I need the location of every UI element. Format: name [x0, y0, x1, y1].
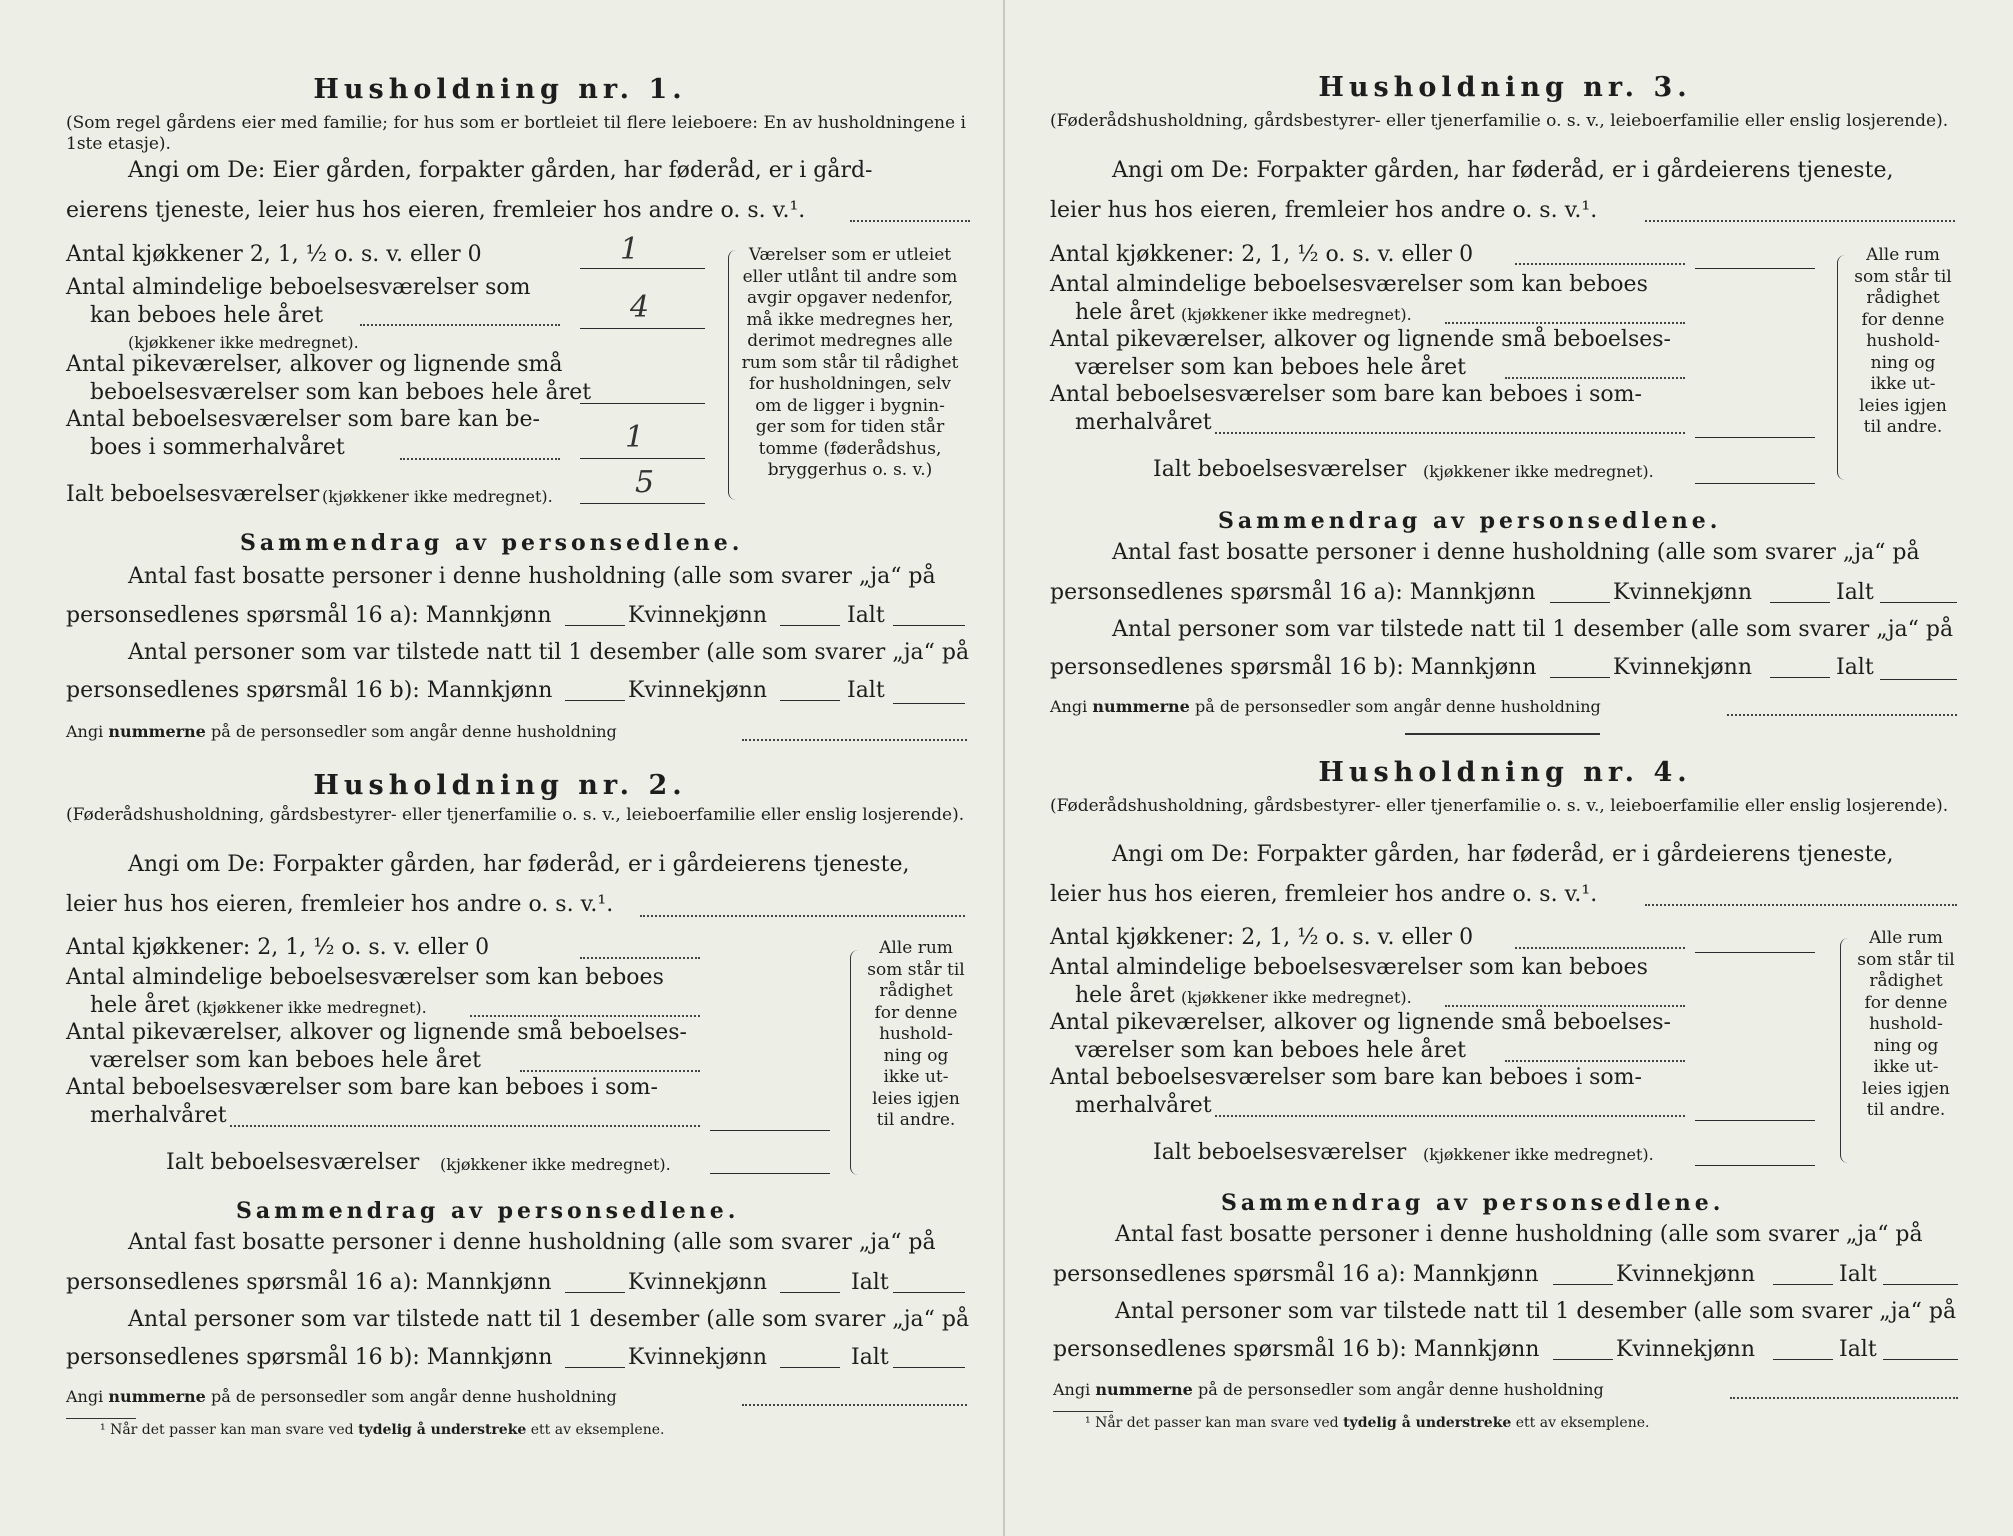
- angi-numbers-pre: Angi: [1050, 697, 1088, 716]
- q-small-1: Antal pikeværelser, alkover og lignende små beboelses-: [1050, 1010, 1671, 1035]
- numbers-answer-line[interactable]: [1730, 1397, 1958, 1399]
- q-rooms-1: Antal almindelige beboelsesværelser som kan beboes: [66, 965, 664, 990]
- q-rooms-2: hele året: [1075, 983, 1175, 1008]
- angi-numbers: [66, 722, 617, 741]
- q-small-2: værelser som kan beboes hele året: [1075, 355, 1466, 380]
- total-count-line[interactable]: [1880, 679, 1957, 680]
- q-rooms-1: Antal almindelige beboelsesværelser som: [66, 275, 531, 300]
- angi-line-1: Angi om De: Eier gården, forpakter gården, har føderåd, er i gård-: [128, 158, 873, 183]
- household-3: [1005, 0, 2005, 760]
- right-page: [1005, 0, 2005, 1536]
- answer-kitchens-line[interactable]: [580, 268, 705, 269]
- section-separator: [1405, 733, 1600, 735]
- female-label: Kvinnekjønn: [1613, 580, 1752, 605]
- answer-rooms-line[interactable]: [580, 328, 705, 329]
- footnote-separator: [1053, 1411, 1113, 1412]
- q-summer-2: merhalvåret: [90, 1103, 227, 1128]
- answer-small-line[interactable]: [580, 403, 705, 404]
- footnote-pre: ¹ Når det passer kan man svare ved: [100, 1422, 354, 1438]
- summary-line-1b: personsedlenes spørsmål 16 a): Mannkjønn: [66, 1270, 552, 1295]
- numbers-answer-line[interactable]: [1727, 714, 1957, 716]
- q-total: Ialt beboelsesværelser: [66, 482, 320, 507]
- female-label: Kvinnekjønn: [1616, 1262, 1755, 1287]
- total-label: Ialt: [1836, 655, 1874, 680]
- summary-line-2a: Antal personer som var tilstede natt til 1 desember (alle som svarer „ja“ på: [1112, 617, 1954, 642]
- side-note: Alle rum som står til rådighet for denne hushold- ning og ikke ut- leies igjen til andre.: [867, 938, 965, 1130]
- q-summer-2: merhalvåret: [1075, 410, 1212, 435]
- q-kitchens: Antal kjøkkener: 2, 1, ½ o. s. v. eller 0: [1050, 242, 1474, 267]
- angi-numbers-post: på de personsedler som angår denne husholdning: [1197, 1380, 1604, 1399]
- angi-line-1: Angi om De: Forpakter gården, har føderåd, er i gårdeierens tjeneste,: [1112, 158, 1894, 183]
- answer-total-line[interactable]: [710, 1173, 830, 1174]
- household-note: (Føderådshusholdning, gårdsbestyrer- eller tjenerfamilie o. s. v., leieboerfamilie eller enslig losjerende).: [66, 805, 965, 825]
- q-rooms-note: (kjøkkener ikke medregnet).: [1181, 305, 1412, 324]
- angi-numbers: [1053, 1380, 1604, 1399]
- total-label: Ialt: [1839, 1262, 1877, 1287]
- summary-line-2b: personsedlenes spørsmål 16 b): Mannkjønn: [66, 1345, 553, 1370]
- angi-numbers-post: på de personsedler som angår denne husholdning: [210, 722, 617, 741]
- q-rooms-note: (kjøkkener ikke medregnet).: [1181, 988, 1412, 1007]
- total-count-line[interactable]: [1883, 1359, 1958, 1360]
- total-count-line[interactable]: [893, 1292, 965, 1293]
- footnote-bold: tydelig å understreke: [1343, 1415, 1512, 1431]
- total-label: Ialt: [851, 1270, 889, 1295]
- angi-answer-line[interactable]: [640, 915, 965, 917]
- total-count-line[interactable]: [893, 703, 965, 704]
- q-rooms-1: Antal almindelige beboelsesværelser som kan beboes: [1050, 272, 1648, 297]
- angi-line-1: Angi om De: Forpakter gården, har føderåd, er i gårdeierens tjeneste,: [128, 852, 910, 877]
- angi-numbers-pre: Angi: [66, 1387, 104, 1406]
- female-count-line[interactable]: [1770, 677, 1830, 678]
- q-summer-1: Antal beboelsesværelser som bare kan beboes i som-: [1050, 1065, 1642, 1090]
- dots: [230, 1125, 700, 1127]
- answer-total: 5: [635, 465, 655, 500]
- household-4: [1005, 757, 2005, 1536]
- household-note: (Som regel gårdens eier med familie; for hus som er bortleiet til flere leieboere: En av husholdningene i 1ste etasje).: [66, 113, 966, 154]
- household-1: [0, 0, 1000, 760]
- answer-summer-line[interactable]: [1695, 437, 1815, 438]
- answer-summer: 1: [625, 420, 645, 455]
- total-count-line[interactable]: [893, 1367, 965, 1368]
- total-label: Ialt: [851, 1345, 889, 1370]
- q-summer-1: Antal beboelsesværelser som bare kan beboes i som-: [66, 1075, 658, 1100]
- female-label: Kvinnekjønn: [1613, 655, 1752, 680]
- summary-line-2b: personsedlenes spørsmål 16 b): Mannkjønn: [1050, 655, 1537, 680]
- male-count-line[interactable]: [565, 1292, 625, 1293]
- female-count-line[interactable]: [780, 625, 840, 626]
- total-label: Ialt: [1836, 580, 1874, 605]
- left-page: [0, 0, 1000, 1536]
- q-summer-2: boes i sommerhalvåret: [90, 435, 345, 460]
- female-count-line[interactable]: [780, 1292, 840, 1293]
- total-count-line[interactable]: [1880, 602, 1957, 603]
- summary-line-2b: personsedlenes spørsmål 16 b): Mannkjønn: [1053, 1337, 1540, 1362]
- footnote-pre: ¹ Når det passer kan man svare ved: [1085, 1415, 1339, 1431]
- dots: [1505, 1060, 1685, 1062]
- household-title: Husholdning nr. 4.: [1318, 757, 1692, 788]
- numbers-answer-line[interactable]: [742, 739, 967, 741]
- household-note: (Føderådshusholdning, gårdsbestyrer- eller tjenerfamilie o. s. v., leieboerfamilie eller enslig losjerende).: [1050, 111, 1949, 131]
- dots: [360, 324, 560, 326]
- male-count-line[interactable]: [565, 625, 625, 626]
- angi-line-2: leier hus hos eieren, fremleier hos andre o. s. v.¹.: [1050, 198, 1598, 223]
- female-count-line[interactable]: [780, 700, 840, 701]
- answer-summer-line[interactable]: [710, 1130, 830, 1131]
- footnote-separator: [66, 1418, 136, 1419]
- angi-line-2: leier hus hos eieren, fremleier hos andre o. s. v.¹.: [1050, 882, 1598, 907]
- summary-line-1a: Antal fast bosatte personer i denne husholdning (alle som svarer „ja“ på: [1112, 540, 1920, 565]
- summary-line-2a: Antal personer som var tilstede natt til 1 desember (alle som svarer „ja“ på: [1115, 1299, 1957, 1324]
- angi-numbers-bold: nummerne: [108, 722, 206, 741]
- summary-line-1b: personsedlenes spørsmål 16 a): Mannkjønn: [66, 603, 552, 628]
- angi-line-1: Angi om De: Forpakter gården, har føderåd, er i gårdeierens tjeneste,: [1112, 842, 1894, 867]
- answer-kitchens-line[interactable]: [1695, 952, 1815, 953]
- summary-line-1a: Antal fast bosatte personer i denne husholdning (alle som svarer „ja“ på: [128, 1230, 936, 1255]
- angi-numbers-post: på de personsedler som angår denne husholdning: [1194, 697, 1601, 716]
- q-rooms-2: kan beboes hele året: [90, 303, 324, 328]
- q-total-note: (kjøkkener ikke medregnet).: [1423, 1145, 1654, 1164]
- dots: [400, 458, 560, 460]
- q-small-1: Antal pikeværelser, alkover og lignende små beboelses-: [1050, 327, 1671, 352]
- dots: [1505, 377, 1685, 379]
- total-label: Ialt: [847, 603, 885, 628]
- male-count-line[interactable]: [1553, 1359, 1613, 1360]
- dots: [1215, 1115, 1685, 1117]
- female-label: Kvinnekjønn: [628, 678, 767, 703]
- q-small-1: Antal pikeværelser, alkover og lignende små: [66, 352, 563, 377]
- footnote-post: ett av eksemplene.: [1515, 1415, 1650, 1431]
- footnote-bold: tydelig å understreke: [358, 1422, 527, 1438]
- summary-line-2a: Antal personer som var tilstede natt til 1 desember (alle som svarer „ja“ på: [128, 1307, 970, 1332]
- female-count-line[interactable]: [780, 1367, 840, 1368]
- angi-numbers-post: på de personsedler som angår denne husholdning: [210, 1387, 617, 1406]
- answer-rooms: 4: [630, 290, 650, 325]
- summary-line-2a: Antal personer som var tilstede natt til 1 desember (alle som svarer „ja“ på: [128, 640, 970, 665]
- household-title: Husholdning nr. 1.: [313, 74, 687, 105]
- answer-summer-line[interactable]: [580, 458, 705, 459]
- summary-title: Sammendrag av personsedlene.: [1218, 508, 1722, 534]
- angi-numbers-pre: Angi: [1053, 1380, 1091, 1399]
- q-kitchens: Antal kjøkkener 2, 1, ½ o. s. v. eller 0: [66, 242, 482, 267]
- dots: [520, 1070, 700, 1072]
- household-2: [0, 760, 1000, 1536]
- summary-line-1a: Antal fast bosatte personer i denne husholdning (alle som svarer „ja“ på: [128, 564, 936, 589]
- q-rooms-note: (kjøkkener ikke medregnet).: [128, 333, 359, 352]
- q-summer-1: Antal beboelsesværelser som bare kan be-: [66, 407, 540, 432]
- household-note: (Føderådshusholdning, gårdsbestyrer- eller tjenerfamilie o. s. v., leieboerfamilie eller enslig losjerende).: [1050, 796, 1949, 816]
- angi-numbers-bold: nummerne: [1095, 1380, 1193, 1399]
- female-label: Kvinnekjønn: [1616, 1337, 1755, 1362]
- q-total-note: (kjøkkener ikke medregnet).: [1423, 462, 1654, 481]
- footnote: [100, 1422, 664, 1438]
- angi-numbers: [1050, 697, 1601, 716]
- total-label: Ialt: [847, 678, 885, 703]
- q-small-2: værelser som kan beboes hele året: [1075, 1038, 1466, 1063]
- angi-answer-line[interactable]: [1645, 220, 1955, 222]
- q-rooms-2: hele året: [1075, 300, 1175, 325]
- male-count-line[interactable]: [1553, 1284, 1613, 1285]
- q-small-2: værelser som kan beboes hele året: [90, 1048, 481, 1073]
- answer-total-line[interactable]: [580, 503, 705, 504]
- q-summer-2: merhalvåret: [1075, 1093, 1212, 1118]
- summary-line-1a: Antal fast bosatte personer i denne husholdning (alle som svarer „ja“ på: [1115, 1222, 1923, 1247]
- footnote: [1085, 1415, 1649, 1431]
- female-count-line[interactable]: [1773, 1359, 1833, 1360]
- q-small-1: Antal pikeværelser, alkover og lignende små beboelses-: [66, 1020, 687, 1045]
- dots: [1215, 432, 1685, 434]
- angi-line-2: leier hus hos eieren, fremleier hos andre o. s. v.¹.: [66, 892, 614, 917]
- summary-title: Sammendrag av personsedlene.: [1221, 1190, 1725, 1216]
- total-label: Ialt: [1839, 1337, 1877, 1362]
- female-label: Kvinnekjønn: [628, 1270, 767, 1295]
- q-rooms-1: Antal almindelige beboelsesværelser som kan beboes: [1050, 955, 1648, 980]
- q-total-note: (kjøkkener ikke medregnet).: [322, 487, 553, 506]
- dots: [470, 1015, 700, 1017]
- dots: [580, 957, 700, 959]
- female-count-line[interactable]: [1770, 602, 1830, 603]
- angi-numbers-bold: nummerne: [1092, 697, 1190, 716]
- summary-line-2b: personsedlenes spørsmål 16 b): Mannkjønn: [66, 678, 553, 703]
- summary-line-1b: personsedlenes spørsmål 16 a): Mannkjønn: [1050, 580, 1536, 605]
- male-count-line[interactable]: [1550, 602, 1610, 603]
- answer-total-line[interactable]: [1695, 483, 1815, 484]
- angi-answer-line[interactable]: [850, 220, 970, 222]
- total-count-line[interactable]: [1883, 1284, 1958, 1285]
- numbers-answer-line[interactable]: [742, 1404, 967, 1406]
- angi-numbers-bold: nummerne: [108, 1387, 206, 1406]
- male-count-line[interactable]: [565, 1367, 625, 1368]
- q-kitchens: Antal kjøkkener: 2, 1, ½ o. s. v. eller 0: [66, 935, 490, 960]
- female-count-line[interactable]: [1773, 1284, 1833, 1285]
- side-note: Værelser som er utleiet eller utlånt til andre som avgir opgaver nedenfor, må ikke medregnes her, derimot medregnes alle rum som står til rådighet for husholdningen, selv om de ligger i bygnin- ger som for tiden står tomme (føderådshus, bryggerhus o. s. v.): [741, 245, 959, 480]
- q-kitchens: Antal kjøkkener: 2, 1, ½ o. s. v. eller 0: [1050, 925, 1474, 950]
- side-note: Alle rum som står til rådighet for denne hushold- ning og ikke ut- leies igjen til andre.: [1857, 928, 1955, 1120]
- male-count-line[interactable]: [1550, 677, 1610, 678]
- dots: [1445, 1005, 1685, 1007]
- answer-kitchens-line[interactable]: [1695, 268, 1815, 269]
- q-small-2: beboelsesværelser som kan beboes hele året: [90, 380, 592, 405]
- answer-summer-line[interactable]: [1695, 1120, 1815, 1121]
- q-total-note: (kjøkkener ikke medregnet).: [440, 1155, 671, 1174]
- angi-line-2: eierens tjeneste, leier hus hos eieren, fremleier hos andre o. s. v.¹.: [66, 198, 806, 223]
- household-title: Husholdning nr. 3.: [1318, 72, 1692, 103]
- q-rooms-note: (kjøkkener ikke medregnet).: [196, 998, 427, 1017]
- dots: [1515, 263, 1685, 265]
- q-total: Ialt beboelsesværelser: [166, 1150, 420, 1175]
- footnote-post: ett av eksemplene.: [530, 1422, 665, 1438]
- dots: [1515, 947, 1685, 949]
- answer-total-line[interactable]: [1695, 1165, 1815, 1166]
- female-label: Kvinnekjønn: [628, 1345, 767, 1370]
- summary-title: Sammendrag av personsedlene.: [236, 1198, 740, 1224]
- q-summer-1: Antal beboelsesværelser som bare kan beboes i som-: [1050, 382, 1642, 407]
- dots: [1445, 322, 1685, 324]
- summary-title: Sammendrag av personsedlene.: [240, 530, 744, 556]
- answer-kitchens: 1: [620, 232, 640, 267]
- angi-numbers: [66, 1387, 617, 1406]
- side-note: Alle rum som står til rådighet for denne hushold- ning og ikke ut- leies igjen til andre.: [1854, 245, 1952, 437]
- male-count-line[interactable]: [565, 700, 625, 701]
- household-title: Husholdning nr. 2.: [313, 770, 687, 801]
- total-count-line[interactable]: [893, 625, 965, 626]
- summary-line-1b: personsedlenes spørsmål 16 a): Mannkjønn: [1053, 1262, 1539, 1287]
- angi-numbers-pre: Angi: [66, 722, 104, 741]
- q-total: Ialt beboelsesværelser: [1153, 1140, 1407, 1165]
- female-label: Kvinnekjønn: [628, 603, 767, 628]
- q-rooms-2: hele året: [90, 993, 190, 1018]
- q-total: Ialt beboelsesværelser: [1153, 457, 1407, 482]
- angi-answer-line[interactable]: [1645, 904, 1957, 906]
